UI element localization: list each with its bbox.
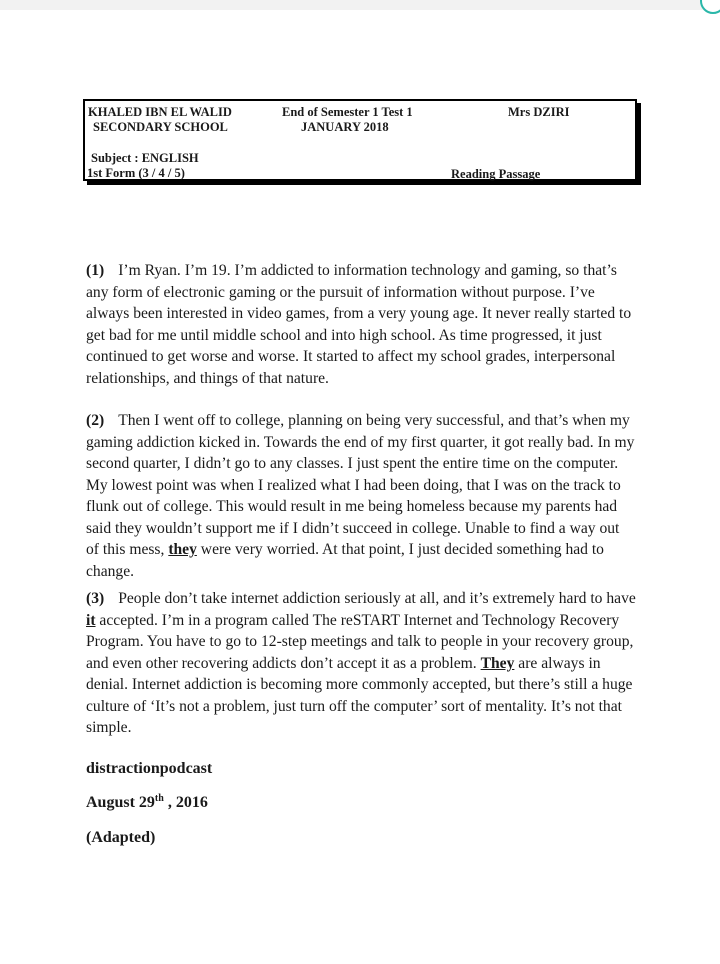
paragraph-number: (3): [86, 590, 105, 607]
emphasized-word: they: [168, 541, 197, 558]
exam-date: JANUARY 2018: [301, 120, 389, 134]
paragraph-text: I’m Ryan. I’m 19. I’m addicted to information technology and gaming, so that’s any form of electronic gaming or the pursuit of information without purpose. I’ve always been interested in video games, from a very young age. It never really started to get bad for me until middle school and into high school. As time progressed, it just continued to get worse and worse. It started to affect my school grades, interpersonal relationships, and things of that nature.: [86, 262, 632, 387]
paragraph-3: [86, 588, 636, 739]
paragraph-text: Then I went off to college, planning on being very successful, and that’s when my gaming addiction kicked in. Towards the end of my first quarter, it got really bad. In my second quarter, I didn’t go to any classes. I just spent the entire time on the computer. My lowest point was when I realized what I had been doing, that I was on the track to flunk out of college. This would result in me being homeless because my parents had said they wouldn’t support me if I didn’t succeed in college. Unable to find a way out of this mess,: [86, 412, 635, 558]
circle-icon: [700, 0, 720, 14]
paragraph-2: [86, 410, 636, 582]
paragraph-text: were very worried. At that point, I just decided something had to change.: [86, 541, 604, 580]
source-name: distractionpodcast: [86, 760, 213, 777]
passage-type-label: Reading Passage: [451, 167, 541, 181]
paragraph-number: (1): [86, 262, 105, 279]
paragraph-text: are always in denial. Internet addiction is becoming more commonly accepted, but there’s still a huge culture of ‘It’s not a problem, just turn off the computer’ sort of mentality. It’s not that simple.: [86, 654, 633, 736]
subject-label: Subject : ENGLISH: [91, 151, 199, 165]
top-strip: [0, 0, 720, 10]
school-name-line-1: KHALED IBN EL WALID: [88, 105, 232, 119]
date-suffix: th: [154, 793, 164, 804]
paragraph-number: (2): [86, 412, 105, 429]
date-year: , 2016: [163, 794, 208, 811]
teacher-name: Mrs DZIRI: [508, 105, 570, 119]
paragraph-text: People don’t take internet addiction seriously at all, and it’s extremely hard to have: [118, 590, 636, 607]
exam-title: End of Semester 1 Test 1: [282, 105, 413, 119]
emphasized-word: They: [480, 654, 515, 672]
emphasized-word: it: [86, 611, 96, 629]
school-name-line-2: SECONDARY SCHOOL: [93, 120, 228, 134]
form-label: 1st Form (3 / 4 / 5): [87, 166, 185, 180]
paragraph-1: [86, 260, 636, 389]
source-date: [86, 794, 208, 812]
document-header: [83, 99, 637, 181]
adapted-note: (Adapted): [86, 829, 156, 846]
date-month-day: August 29: [86, 794, 155, 811]
paragraph-text: accepted. I’m in a program called The reSTART Internet and Technology Recovery Program. You have to go to 12-step meetings and talk to people in your recovery group, and even other recovering addicts don’t accept it as a problem.: [86, 611, 634, 672]
